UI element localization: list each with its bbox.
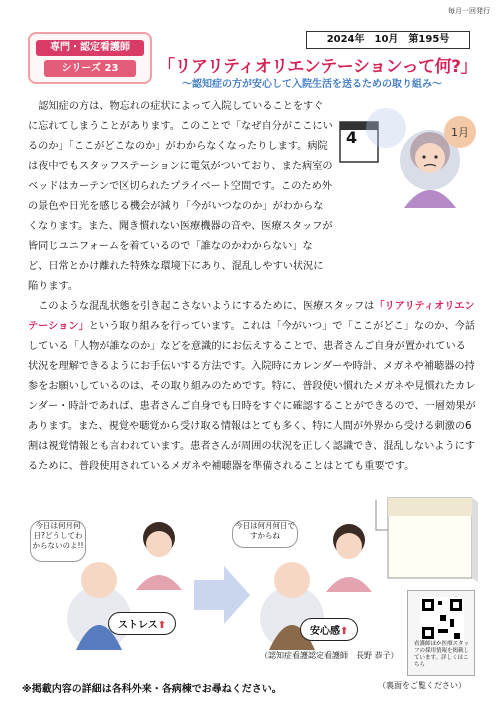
reality-orientation-highlight: 「リアリティオリエンテーション」 (28, 301, 475, 332)
calendar-date: 4 (346, 128, 358, 147)
stress-tag (108, 612, 176, 635)
series-badge (28, 32, 152, 84)
nurse-icon (146, 531, 172, 557)
see-back-note: （裏面をご覧ください） (378, 681, 466, 690)
qr-description: 看護師ほか医療スタッフの採用情報を掲載しています。詳しくはこちら (414, 641, 470, 668)
article-body (28, 97, 476, 477)
relief-label: 安心感 (310, 626, 340, 637)
month-badge: 1月 (451, 126, 469, 139)
hanging-calendar-icon (384, 490, 480, 584)
confused-speech-bubble: 今日は何月何日?どうしてわからないのよ!! (30, 520, 86, 562)
page-title: 「リアリティオリエンテーションって何?」 (158, 57, 477, 77)
stress-up-icon: ⬆ (157, 620, 167, 631)
paragraph-1: 認知症の方は、物忘れの症状によって入院していることをすぐに忘れてしまうことがあります。このことで「なぜ自分がここにいるのか」「ここがどこなのか」がわからなくなったりします。病院は夜中でもスタッフステーションに電気がついており、また病室のベッドはカーテンで区切られたプライベート空間です。このため外の景色や日光を感じる機会が減り「今がいつなのか」がわからなくなります。また、聞き慣れない医療機器の音や、医療スタッフが皆同じユニフォームを着ているので「誰なのかわからない」など、日常とかけ離れた特殊な環境下にあり、混乱しやすい状況に陥ります。 (28, 101, 333, 292)
confused-patient-icon (81, 562, 117, 598)
footer-note: ※掲載内容の詳細は各科外来・各病棟でお尋ねください。 (22, 684, 282, 695)
series-number: シリーズ 23 (44, 60, 136, 77)
publication-frequency: 毎月一回発行 (448, 7, 490, 15)
author-signature: （認知症看護認定看護師 長野 恭子） (260, 651, 399, 660)
paragraph-2 (28, 297, 476, 477)
helper-speech-bubble: 今日は何月何日ですからね (232, 520, 298, 548)
paragraph-2-lead: このような混乱状態を引き起こさないようにするために、医療スタッフは (38, 301, 375, 312)
relief-up-icon: ⬆ (340, 626, 349, 637)
relief-tag (300, 618, 358, 641)
staff-icon (336, 533, 362, 559)
series-name: 専門・認定看護師 (36, 40, 144, 56)
recruitment-qr-panel[interactable] (407, 590, 475, 676)
stress-label: ストレス (118, 620, 158, 631)
right-arrow-icon (194, 566, 250, 624)
calm-patient-icon (274, 562, 310, 598)
qr-code-icon[interactable] (420, 597, 464, 641)
paragraph-2-rest: という取り組みを行っています。これは「今がいつ」で「ここがどこ」なのか、今話している「人物が誰なのか」などを意識的にお伝えすることで、患者さんご自身が置かれている状況を理解できるようにお手伝いする方法です。入院時にカレンダーや時計、メガネや補聴器の持参をお願いしているのは、その取り組みのためです。特に、普段使い慣れたメガネや見慣れたカレンダー・時計であれば、患者さんご自身でも日時をすぐに確認することができるので、一層効果があります。また、視覚や聴覚から受け取る情報はとても多く、特に人間が外界から受ける刺激の6割は視覚情報とも言われています。患者さんが周囲の状況を正しく認識でき、混乱しないようにするために、普段使用されているメガネや補聴器を準備されることはとても重要です。 (28, 321, 476, 472)
issue-info: 2024年 10月 第195号 (306, 31, 470, 49)
page-subtitle: ～認知症の方が安心して入院生活を送るための取り組み～ (182, 79, 442, 90)
